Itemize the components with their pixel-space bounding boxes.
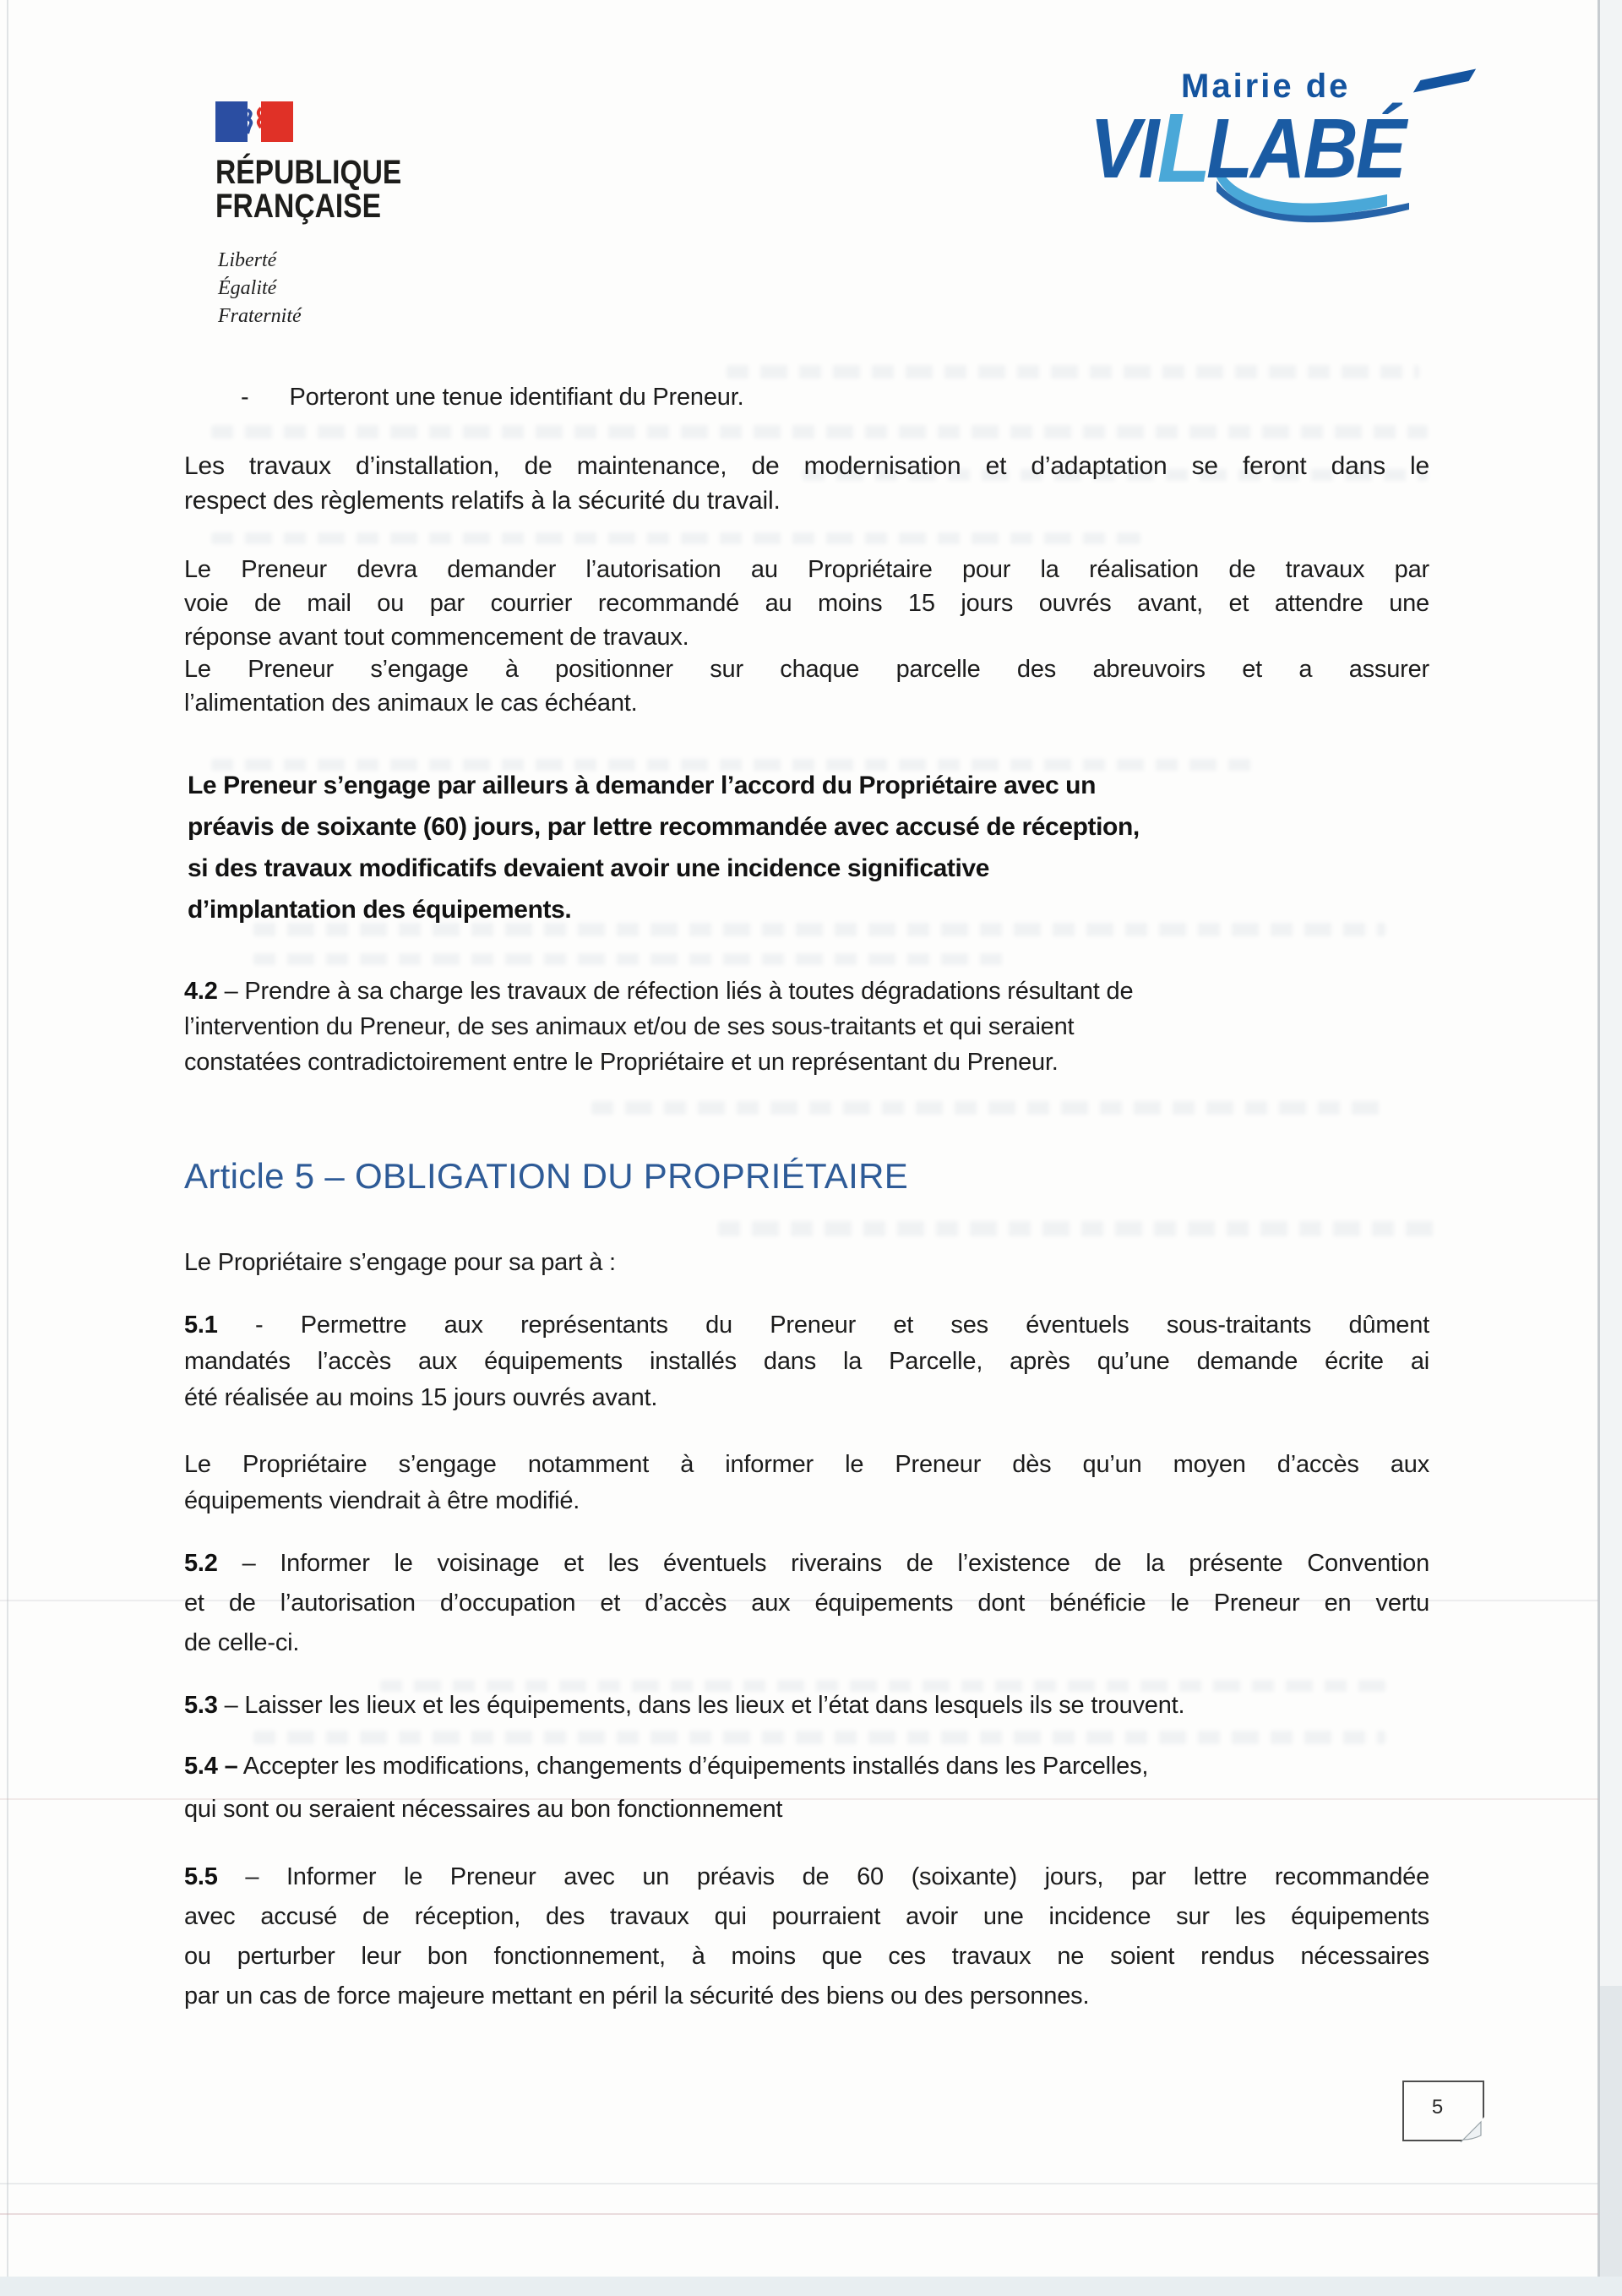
clause-5-1 (184, 1307, 1429, 1416)
page-number: 5 (1431, 2096, 1444, 2119)
text-line: préavis de soixante (60) jours, par lettre recommandée avec accusé de réception, (188, 813, 1140, 841)
paragraph-travaux-installation (184, 449, 1429, 518)
logo-accent-stroke-icon (1413, 68, 1476, 92)
paragraph-acces-modifie (184, 1447, 1429, 1519)
clause-text: – Prendre à sa charge les travaux de réfection liés à toutes dégradations résultant de (224, 978, 1134, 1005)
clause-number: 4.2 (184, 978, 218, 1005)
text-line (184, 1688, 1429, 1723)
clause-text: – Informer le voisinage et les éventuels riverains de l’existence de la présente Convention (242, 1550, 1430, 1577)
text-line: Le Preneur s’engage à positionner sur chaque parcelle des abreuvoirs et a assurer (184, 656, 1429, 683)
clause-5-3 (184, 1688, 1429, 1723)
clause-number: 5.5 (184, 1863, 218, 1890)
text-line: de celle-ci. (184, 1629, 300, 1656)
bleedthrough-artifact (253, 953, 1014, 965)
clause-text: – Laisser les lieux et les équipements, dans les lieux et l’état dans lesquels ils se trouvent. (224, 1692, 1185, 1719)
text-line: respect des règlements relatifs à la sécurité du travail. (184, 487, 781, 515)
text-line: Le Propriétaire s’engage notamment à informer le Preneur dès qu’un moyen d’accès aux (184, 1451, 1429, 1478)
bullet-item-tenue (241, 380, 1339, 415)
text-line: équipements viendrait à être modifié. (184, 1487, 580, 1514)
motto-egalite: Égalité (218, 277, 277, 299)
scan-line-artifact (0, 2183, 1598, 2184)
clause-text: – Informer le Preneur avec un préavis de 60 (soixante) jours, par lettre recommandée (245, 1863, 1430, 1890)
text-line: l’alimentation des animaux le cas échéant. (184, 690, 638, 717)
text-line: voie de mail ou par courrier recommandé au moins 15 jours ouvrés avant, et attendre une (184, 590, 1429, 617)
scan-edge-right (1598, 0, 1600, 2296)
text-line: et de l’autorisation d’occupation et d’accès aux équipements dont bénéficie le Preneur en vertu (184, 1590, 1429, 1617)
bullet-marker: - (241, 384, 249, 411)
republique-title (215, 155, 401, 223)
paragraph-bold-accord-proprietaire (188, 765, 1311, 930)
scan-edge-left (7, 0, 8, 2296)
bleedthrough-artifact (253, 1731, 1385, 1744)
clause-5-5 (184, 1857, 1429, 2016)
clause-4-2 (184, 973, 1429, 1080)
text-line: constatées contradictoirement entre le Propriétaire et un représentant du Preneur. (184, 1049, 1059, 1076)
scan-edge-strip-right (1600, 0, 1622, 2296)
scan-line-artifact (0, 2213, 1598, 2215)
text-line (184, 1745, 1418, 1788)
clause-text: - Permettre aux représentants du Preneur et ses éventuels sous-traitants dûment (255, 1312, 1430, 1339)
clause-text: Accepter les modifications, changements d’équipements installés dans les Parcelles, (242, 1753, 1149, 1780)
text-line (184, 1307, 1429, 1344)
bleedthrough-artifact (727, 365, 1419, 379)
motto-liberte: Liberté (218, 249, 277, 271)
republique-title-line2: FRANÇAISE (215, 188, 382, 225)
paragraph-autorisation-travaux (184, 553, 1429, 654)
republique-francaise-logo (215, 101, 486, 330)
text-line: qui sont ou seraient nécessaires au bon fonctionnement (184, 1796, 783, 1823)
scan-footer-band (0, 2277, 1622, 2296)
mairie-villabe-logo (1090, 61, 1495, 213)
text-line (184, 973, 1429, 1009)
text-line: par un cas de force majeure mettant en péril la sécurité des biens ou des personnes. (184, 1982, 1090, 2010)
page-number-box (1402, 2081, 1484, 2141)
villabe-wordmark-l-dark: L (1206, 101, 1251, 196)
text-line: Les travaux d’installation, de maintenance, de modernisation et d’adaptation se feront dans le (184, 452, 1429, 480)
text-line: Le Preneur devra demander l’autorisation au Propriétaire pour la réalisation de travaux par (184, 556, 1429, 583)
clause-number: 5.2 (184, 1550, 218, 1577)
motto-fraternite: Fraternité (218, 305, 302, 327)
text-line (184, 1544, 1429, 1584)
republique-motto (218, 247, 302, 330)
text-line: Le Preneur s’engage par ailleurs à demander l’accord du Propriétaire avec un (188, 772, 1097, 799)
bleedthrough-artifact (591, 1101, 1385, 1115)
villabe-wordmark (1090, 93, 1405, 203)
villabe-wordmark-abe: ABÉ (1250, 101, 1405, 196)
bullet-text: Porteront une tenue identifiant du Preneur. (289, 384, 744, 411)
republique-title-line1: RÉPUBLIQUE (215, 154, 402, 191)
clause-number: 5.4 – (184, 1753, 238, 1780)
villabe-wordmark-vi: VI (1090, 101, 1157, 196)
clause-number: 5.3 (184, 1692, 218, 1719)
article-5-heading: Article 5 – OBLIGATION DU PROPRIÉTAIRE (184, 1156, 909, 1196)
text-line: ou perturber leur bon fonctionnement, à moins que ces travaux ne soient rendus nécessaires (184, 1943, 1429, 1970)
text-line: d’implantation des équipements. (188, 896, 572, 924)
bleedthrough-artifact (718, 1221, 1436, 1236)
villabe-wordmark-l-light: L (1157, 93, 1207, 203)
french-flag-icon (215, 101, 293, 142)
paragraph-abreuvoirs (184, 652, 1429, 720)
bleedthrough-artifact (211, 532, 1140, 544)
text-line: avec accusé de réception, des travaux qui pourraient avoir une incidence sur les équipements (184, 1903, 1429, 1930)
page-fold-icon (1460, 2116, 1485, 2143)
paragraph-intro-article5: Le Propriétaire s’engage pour sa part à : (184, 1249, 616, 1276)
text-line: mandatés l’accès aux équipements installés dans la Parcelle, après qu’une demande écrite ai (184, 1348, 1429, 1375)
clause-number: 5.1 (184, 1312, 218, 1339)
clause-5-4 (184, 1745, 1418, 1831)
bleedthrough-artifact (211, 425, 1428, 439)
text-line: l’intervention du Preneur, de ses animaux et/ou de ses sous-traitants et qui seraient (184, 1013, 1075, 1040)
text-line: si des travaux modificatifs devaient avoir une incidence significative (188, 854, 990, 882)
mairie-de-label: Mairie de (1181, 68, 1351, 105)
text-line: réponse avant tout commencement de travaux. (184, 624, 689, 651)
text-line: été réalisée au moins 15 jours ouvrés avant. (184, 1384, 658, 1411)
scan-edge-strip-right-bottom (1600, 1986, 1622, 2296)
clause-5-2 (184, 1544, 1429, 1663)
text-line (184, 1857, 1429, 1897)
